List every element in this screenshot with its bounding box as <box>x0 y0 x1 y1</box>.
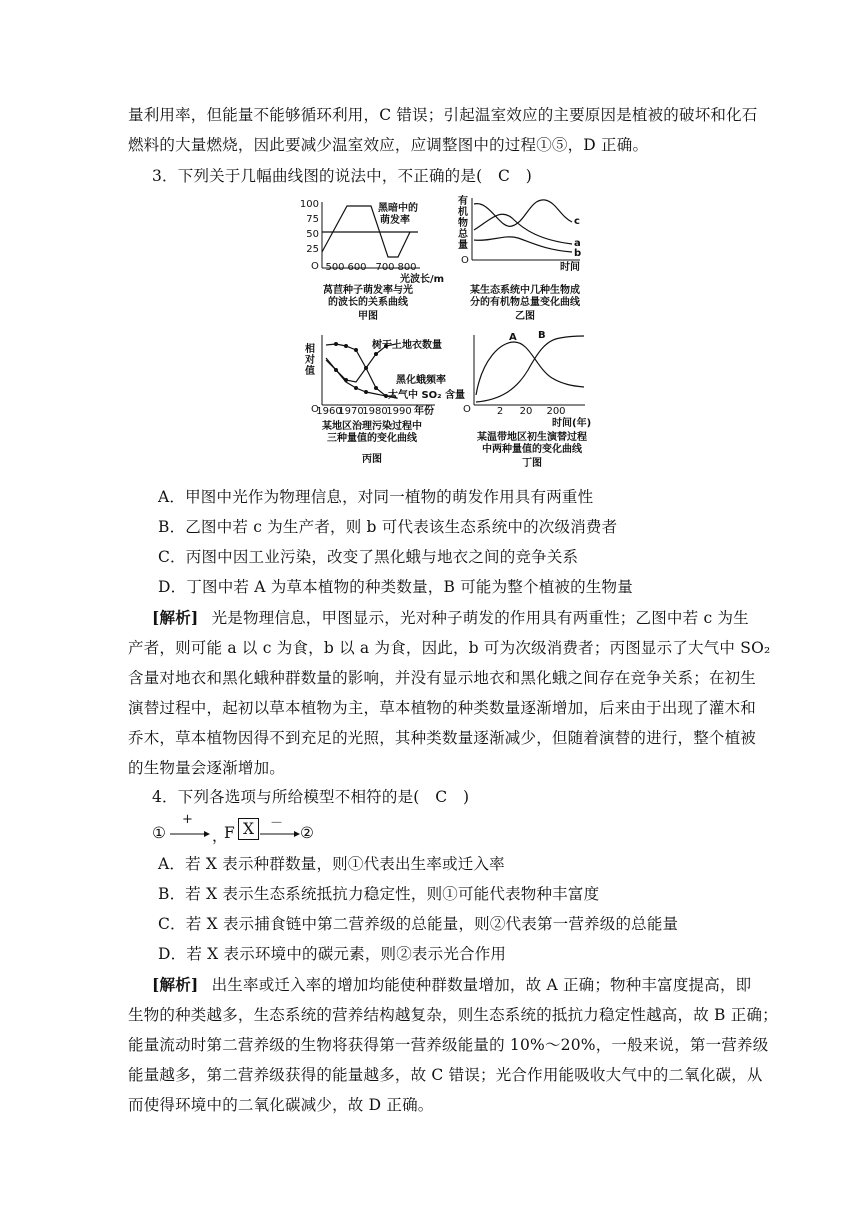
curve-label: 树干上地衣数量 <box>372 340 442 351</box>
analysis-line <box>152 606 749 628</box>
so2-curve <box>326 360 396 396</box>
figure-group <box>0 190 860 480</box>
curve-label: c <box>574 216 580 227</box>
comma: ， <box>212 827 228 845</box>
figure-name: 丙图 <box>362 454 382 465</box>
figure-name: 丁图 <box>522 458 542 469</box>
text-line: 量利用率，但能量不能够循环利用，C 错误；引起温室效应的主要原因是植被的破坏和化石 <box>128 106 758 124</box>
chart-yi <box>458 194 581 322</box>
x-tick: 500 <box>325 262 345 273</box>
y-tick: 50 <box>306 229 319 240</box>
y-tick: 25 <box>306 244 319 255</box>
option-d: D．若 X 表示环境中的碳元素，则②表示光合作用 <box>158 945 507 963</box>
figure-caption: 某生态系统中几种生物成 <box>470 285 580 296</box>
analysis-line: 乔木，草本植物因得不到充足的光照，其种类数量逐渐减少，但随着演替的进行，整个植被 <box>128 729 757 747</box>
text-line: 燃料的大量燃烧，因此要减少温室效应，应调整图中的过程①⑤，D 正确。 <box>128 136 649 154</box>
model-mid-label: F <box>224 824 235 842</box>
option-a: A．甲图中光作为物理信息，对同一植物的萌发作用具有两重性 <box>158 488 594 506</box>
figure-caption: 的波长的关系曲线 <box>328 297 408 308</box>
model-node-2: ② <box>300 824 314 842</box>
origin-label: O <box>463 404 471 415</box>
y-axis-label: 有 <box>458 196 468 207</box>
question-4-stem: 4．下列各选项与所给模型不相符的是( C ) <box>152 788 470 806</box>
curve-B <box>476 336 584 402</box>
arrow-icon <box>170 829 210 839</box>
x-tick: 700 <box>375 262 395 273</box>
origin-label: O <box>311 261 319 272</box>
annotation: 黑暗中的 <box>378 203 418 214</box>
x-tick: 1980 <box>362 406 388 417</box>
origin-label: O <box>461 255 469 266</box>
curve-b <box>474 237 572 252</box>
figure-caption: 三种量值的变化曲线 <box>327 433 417 444</box>
figure-name: 乙图 <box>515 311 535 322</box>
x-tick: 600 <box>347 262 367 273</box>
curve-A <box>476 342 584 395</box>
x-tick: 800 <box>397 262 417 273</box>
x-axis-label: 年份 <box>414 406 434 417</box>
analysis-line: 产者，则可能 a 以 c 为食，b 以 a 为食，因此，b 可为次级消费者；丙图显示了大气中 SO₂ <box>128 639 771 657</box>
x-axis-label: 光波长/m <box>400 274 445 285</box>
analysis-line: 含量对地衣和黑化蛾种群数量的影响，并没有显示地衣和黑化蛾之间存在竞争关系；在初生 <box>128 669 757 687</box>
figure-caption: 分的有机物总量变化曲线 <box>470 297 580 308</box>
y-tick: 100 <box>299 199 319 210</box>
origin-label: O <box>311 404 319 415</box>
x-tick: 1990 <box>386 406 412 417</box>
y-axis-label: 量 <box>458 240 468 251</box>
chart-jia <box>300 199 444 322</box>
y-axis-label: 总 <box>458 229 468 240</box>
chart-ding <box>463 330 591 469</box>
analysis-text: 光是物理信息，甲图显示，光对种子萌发的作用具有两重性；乙图中若 c 为生 <box>211 609 749 627</box>
chart-bing <box>304 335 465 465</box>
model-box-x: X <box>238 818 259 840</box>
option-a: A．若 X 表示种群数量，则①代表出生率或迁入率 <box>158 855 505 873</box>
analysis-label: [解析] <box>152 608 199 627</box>
x-tick: 20 <box>519 406 533 417</box>
option-b: B．若 X 表示生态系统抵抗力稳定性，则①可能代表物种丰富度 <box>158 885 600 903</box>
question-3-stem: 3．下列关于几幅曲线图的说法中，不正确的是( C ) <box>152 167 533 185</box>
analysis-line: 生物的种类越多，生态系统的营养结构越复杂，则生态系统的抵抗力稳定性越高，故 B 正确； <box>128 1006 778 1024</box>
curve-c <box>474 200 572 226</box>
x-axis-label: 时间 <box>560 262 580 273</box>
x-tick: 2 <box>496 406 504 417</box>
analysis-line <box>152 973 751 995</box>
analysis-line: 演替过程中，起初以草本植物为主，草本植物的种类数量逐渐增加，后来由于出现了灌木和 <box>128 699 757 717</box>
figure-caption: 某地区治理污染过程中 <box>322 421 422 432</box>
option-c: C．丙图中因工业污染，改变了黑化蛾与地衣之间的竞争关系 <box>158 548 579 566</box>
x-tick: 200 <box>546 406 566 417</box>
annotation: 萌发率 <box>380 215 410 226</box>
arrow-icon <box>260 829 300 839</box>
analysis-line: 的生物量会逐渐增加。 <box>128 759 286 777</box>
x-tick: 1960 <box>316 406 342 417</box>
option-d: D．丁图中若 A 为草本植物的种类数量，B 可能为整个植被的生物量 <box>158 578 633 596</box>
curve-label: 大气中 SO₂ 含量 <box>388 390 466 401</box>
option-c: C．若 X 表示捕食链中第二营养级的总能量，则②代表第一营养级的总能量 <box>158 915 679 933</box>
analysis-line: 而使得环境中的二氧化碳减少，故 D 正确。 <box>128 1096 434 1114</box>
y-tick: 75 <box>306 214 319 225</box>
plus-sign: + <box>182 812 193 827</box>
curve-label: 黑化蛾频率 <box>396 375 446 386</box>
y-axis-label: 相 <box>305 344 315 355</box>
x-tick: 1970 <box>338 406 364 417</box>
analysis-line: 能量流动时第二营养级的生物将获得第一营养级能量的 10%～20%，一般来说，第一营养级 <box>128 1036 769 1054</box>
y-axis-label: 值 <box>305 366 315 377</box>
y-axis-label: 物 <box>458 218 468 229</box>
analysis-label: [解析] <box>152 975 199 994</box>
analysis-line: 能量越多，第二营养级获得的能量越多，故 C 错误；光合作用能吸收大气中的二氧化碳，从 <box>128 1066 763 1084</box>
y-axis-label: 对 <box>305 355 315 366</box>
option-b: B．乙图中若 c 为生产者，则 b 可代表该生态系统中的次级消费者 <box>158 518 618 536</box>
model-node-1: ① <box>152 824 166 842</box>
figure-caption: 中两种量值的变化曲线 <box>482 444 582 455</box>
x-axis-label: 时间(年) <box>552 418 592 429</box>
curve-label: A <box>509 332 517 343</box>
curve-label: b <box>574 248 582 259</box>
analysis-text: 出生率或迁入率的增加均能使种群数量增加，故 A 正确；物种丰富度提高，即 <box>211 976 752 994</box>
minus-sign: － <box>270 816 284 831</box>
figure-caption: 某温带地区初生演替过程 <box>477 432 587 443</box>
figure-caption: 莴苣种子萌发率与光 <box>323 285 413 296</box>
curve-label: B <box>538 330 546 341</box>
figure-name: 甲图 <box>358 311 378 322</box>
curve-label: a <box>574 238 581 249</box>
y-axis-label: 机 <box>458 207 468 218</box>
